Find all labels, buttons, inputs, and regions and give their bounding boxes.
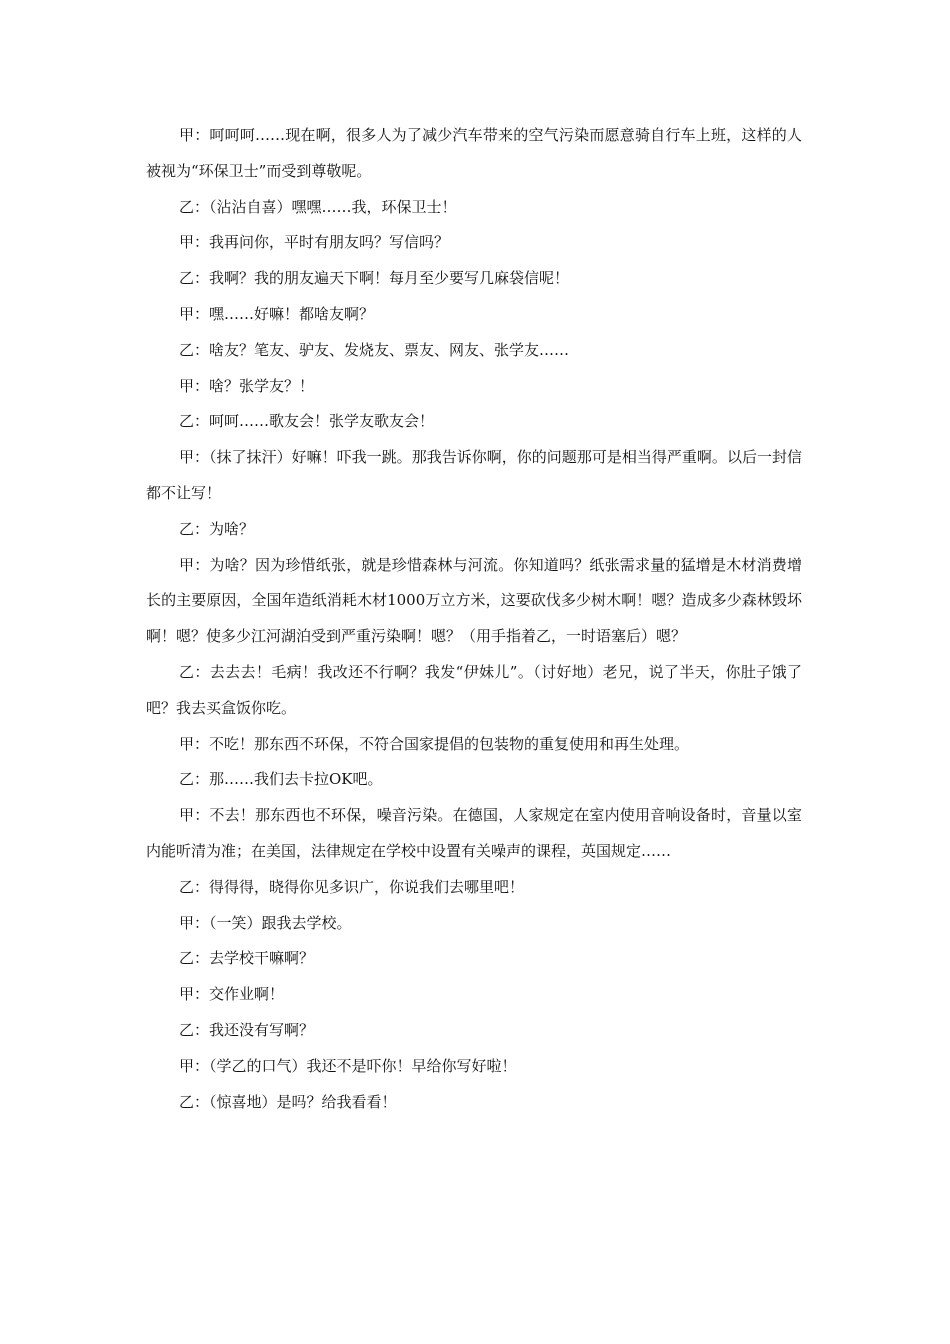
dialogue-paragraph: 甲：嘿……好嘛！都啥友啊？ xyxy=(179,304,375,323)
dialogue-paragraph: 乙：为啥？ xyxy=(179,519,255,538)
dialogue-paragraph: 甲：（学乙的口气）我还不是吓你！早给你写好啦！ xyxy=(179,1056,517,1075)
dialogue-paragraph: 乙：（惊喜地）是吗？给我看看！ xyxy=(179,1092,397,1111)
dialogue-paragraph: 乙：去学校干嘛啊？ xyxy=(179,949,315,968)
dialogue-paragraph: 乙：我啊？我的朋友遍天下啊！每月至少要写几麻袋信呢！ xyxy=(179,269,570,288)
dialogue-paragraph: 甲：为啥？因为珍惜纸张，就是珍惜森林与河流。你知道吗？纸张需求量的猛增是木材消费增长的主要原因，全国年造纸消耗木材1000万立方米，这要砍伐多少树木啊！嗯？造成多少森林毁坏啊！嗯？使多少江河湖泊受到严重污染啊！嗯？（用手指着乙，一时语塞后）嗯？ xyxy=(146,555,802,646)
dialogue-paragraph: 乙：去去去！毛病！我改还不行啊？我发“伊妹儿”。（讨好地）老兄，说了半天，你肚子饿了吧？我去买盒饭你吃。 xyxy=(146,662,802,717)
dialogue-paragraph: 乙：啥友？笔友、驴友、发烧友、票友、网友、张学友…… xyxy=(179,340,570,359)
dialogue-paragraph: 乙：那……我们去卡拉OK吧。 xyxy=(179,770,383,789)
dialogue-paragraph: 乙：呵呵……歌友会！张学友歌友会！ xyxy=(179,412,435,431)
document-body xyxy=(146,118,802,1120)
dialogue-paragraph: 甲：啥？张学友？！ xyxy=(179,376,315,395)
dialogue-paragraph: 乙：我还没有写啊？ xyxy=(179,1020,315,1039)
dialogue-paragraph: 甲：呵呵呵……现在啊，很多人为了减少汽车带来的空气污染而愿意骑自行车上班，这样的人被视为“环保卫士”而受到尊敬呢。 xyxy=(146,126,802,180)
dialogue-paragraph: 甲：交作业啊！ xyxy=(179,985,285,1004)
dialogue-paragraph: 乙：得得得，晓得你见多识广，你说我们去哪里吧！ xyxy=(179,877,525,896)
dialogue-paragraph: 乙：（沾沾自喜）嘿嘿……我，环保卫士！ xyxy=(179,197,457,216)
dialogue-paragraph: 甲：（一笑）跟我去学校。 xyxy=(179,913,352,932)
dialogue-paragraph: 甲：不去！那东西也不环保，噪音污染。在德国，人家规定在室内使用音响设备时，音量以室内能听清为准；在美国，法律规定在学校中设置有关噪声的课程，英国规定…… xyxy=(146,806,802,860)
dialogue-paragraph: 甲：不吃！那东西不环保，不符合国家提倡的包装物的重复使用和再生处理。 xyxy=(179,734,690,753)
dialogue-paragraph: 甲：（抹了抹汗）好嘛！吓我一跳。那我告诉你啊，你的问题那可是相当得严重啊。以后一封信都不让写！ xyxy=(146,448,802,502)
dialogue-paragraph: 甲：我再问你，平时有朋友吗？写信吗？ xyxy=(179,233,450,252)
